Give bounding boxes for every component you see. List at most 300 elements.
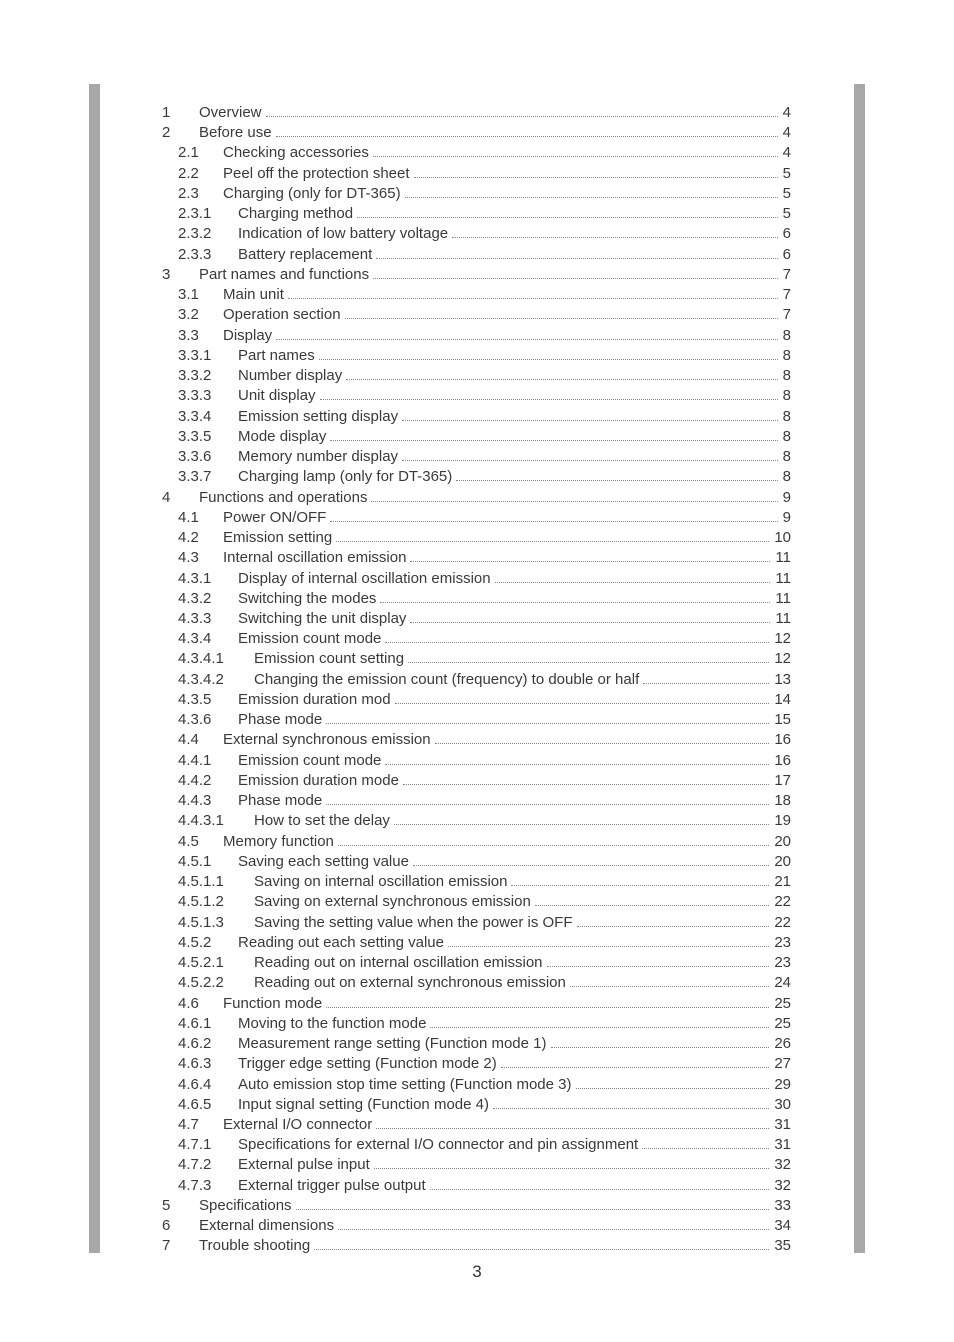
- toc-dot-leader: [456, 467, 777, 481]
- toc-title-leader: [238, 690, 772, 710]
- toc-entry: [0, 528, 954, 548]
- toc-section-number: 4.3.4: [178, 630, 212, 648]
- toc-entry: [0, 103, 954, 123]
- toc-page-number: 8: [782, 387, 791, 405]
- toc-page-number: 35: [774, 1237, 791, 1255]
- toc-page-number: 20: [774, 852, 791, 870]
- toc-section-number: 3.3.4: [178, 407, 212, 425]
- toc-page-number: 4: [782, 104, 791, 121]
- toc-dot-leader: [395, 690, 770, 704]
- toc-page-number: 13: [774, 670, 791, 688]
- toc-title-leader: [223, 730, 772, 750]
- toc-section-title: Peel off the protection sheet: [223, 164, 410, 182]
- toc-section-number: 4.5: [178, 832, 199, 850]
- toc-entry: [0, 224, 954, 244]
- toc-dot-leader: [402, 407, 778, 421]
- toc-section-number: 3.3.5: [178, 427, 212, 445]
- toc-section-number: 4.4: [178, 731, 199, 749]
- toc-dot-leader: [414, 164, 778, 178]
- toc-section-number: 4.4.1: [178, 751, 212, 769]
- toc-section-title: Main unit: [223, 286, 284, 304]
- toc-title-leader: [223, 305, 781, 325]
- toc-section-number: 4.3.3: [178, 610, 212, 627]
- toc-section-number: 4.4.3: [178, 792, 212, 810]
- toc-section-title: Checking accessories: [223, 144, 369, 162]
- toc-title-leader: [199, 1236, 772, 1256]
- toc-section-number: 4.6.4: [178, 1075, 212, 1093]
- toc-section-title: Number display: [238, 367, 343, 385]
- toc-section-number: 4.5.1.2: [178, 893, 224, 911]
- toc-title-leader: [238, 1054, 772, 1074]
- toc-title-leader: [238, 1095, 772, 1115]
- toc-section-title: Specifications for external I/O connector and pin assignment: [238, 1136, 639, 1154]
- toc-entry: [0, 1095, 954, 1115]
- toc-title-leader: [238, 1075, 772, 1095]
- toc-entry: [0, 1135, 954, 1155]
- toc-section-title: Function mode: [223, 994, 323, 1012]
- toc-entry: [0, 933, 954, 953]
- toc-section-title: External synchronous emission: [223, 731, 431, 749]
- toc-section-number: 4.3.6: [178, 711, 212, 729]
- toc-entry: [0, 690, 954, 710]
- toc-section-title: Emission count setting: [254, 650, 405, 668]
- toc-dot-leader: [402, 447, 778, 461]
- toc-section-title: Input signal setting (Function mode 4): [238, 1095, 489, 1113]
- toc-section-title: Phase mode: [238, 792, 323, 810]
- toc-entry: [0, 589, 954, 609]
- toc-entry: [0, 852, 954, 872]
- toc-dot-leader: [288, 285, 778, 299]
- toc-section-number: 4.6.5: [178, 1095, 212, 1113]
- toc-dot-leader: [403, 771, 769, 785]
- toc-section-title: Auto emission stop time setting (Function mode 3): [238, 1075, 572, 1093]
- toc-title-leader: [238, 204, 781, 224]
- toc-dot-leader: [493, 1095, 769, 1109]
- toc-title-leader: [238, 407, 781, 427]
- toc-section-title: Indication of low battery voltage: [238, 225, 449, 243]
- toc-dot-leader: [385, 751, 769, 765]
- toc-section-number: 4.3.2: [178, 589, 212, 607]
- toc-section-title: Emission count mode: [238, 751, 382, 769]
- toc-title-leader: [223, 508, 781, 528]
- toc-section-number: 4.6: [178, 994, 199, 1012]
- toc-section-title: External trigger pulse output: [238, 1176, 426, 1194]
- toc-title-leader: [254, 913, 772, 933]
- toc-page-number: 5: [782, 184, 791, 202]
- toc-entry: [0, 629, 954, 649]
- toc-dot-leader: [319, 346, 778, 360]
- toc-page-number: 8: [782, 427, 791, 445]
- toc-entry: [0, 346, 954, 366]
- toc-page-number: 7: [782, 306, 791, 324]
- toc-section-title: Changing the emission count (frequency) to double or half: [254, 670, 640, 688]
- toc-page-number: 8: [782, 448, 791, 466]
- toc-section-number: 2.3.2: [178, 225, 212, 243]
- toc-section-title: Part names: [238, 346, 315, 364]
- toc-page-number: 23: [774, 954, 791, 972]
- toc-page-number: 20: [774, 832, 791, 850]
- toc-entry: [0, 548, 954, 568]
- toc-page-number: 16: [774, 731, 791, 749]
- toc-title-leader: [199, 123, 781, 143]
- toc-dot-leader: [330, 508, 777, 522]
- toc-dot-leader: [320, 386, 778, 400]
- toc-dot-leader: [357, 204, 778, 218]
- toc-section-title: Charging method: [238, 205, 354, 223]
- toc-page-number: 22: [774, 893, 791, 911]
- toc-page-number: 11: [775, 589, 791, 607]
- toc-entry: [0, 953, 954, 973]
- toc-section-title: Moving to the function mode: [238, 1014, 427, 1032]
- toc-page-number: 32: [774, 1156, 791, 1174]
- toc-title-leader: [238, 751, 772, 771]
- toc-title-leader: [223, 528, 772, 548]
- toc-title-leader: [254, 811, 772, 831]
- toc-entry: [0, 1075, 954, 1095]
- toc-title-leader: [238, 245, 781, 265]
- toc-entry: [0, 427, 954, 447]
- toc-title-leader: [238, 569, 773, 589]
- toc-section-title: Reading out on internal oscillation emission: [254, 954, 543, 972]
- toc-entry: [0, 265, 954, 285]
- toc-section-title: Emission setting: [223, 529, 333, 547]
- toc-section-title: Battery replacement: [238, 245, 373, 263]
- toc-dot-leader: [385, 629, 769, 643]
- toc-entry: [0, 1034, 954, 1054]
- toc-section-number: 3.2: [178, 306, 199, 324]
- toc-entry: [0, 1115, 954, 1135]
- toc-title-leader: [238, 346, 781, 366]
- toc-page-number: 7: [782, 265, 791, 283]
- toc-section-number: 3.3: [178, 326, 199, 344]
- toc-dot-leader: [511, 872, 769, 886]
- toc-page-number: 11: [775, 549, 791, 567]
- toc-section-number: 3.3.7: [178, 468, 212, 486]
- toc-page-number: 6: [782, 245, 791, 263]
- toc-page-number: 33: [774, 1196, 791, 1214]
- toc-title-leader: [238, 467, 781, 487]
- toc-dot-leader: [345, 305, 778, 319]
- toc-title-leader: [223, 832, 772, 852]
- toc-entry: [0, 771, 954, 791]
- toc-page-number: 16: [774, 751, 791, 769]
- toc-title-leader: [238, 1155, 772, 1175]
- toc-entry: [0, 123, 954, 143]
- toc-page-number: 5: [782, 205, 791, 223]
- toc-title-leader: [238, 1135, 772, 1155]
- toc-page-number: 8: [782, 346, 791, 364]
- toc-page-number: 31: [774, 1136, 791, 1154]
- toc-entry: [0, 1216, 954, 1236]
- toc-title-leader: [238, 1034, 772, 1054]
- toc-section-number: 4.3: [178, 549, 199, 567]
- toc-entry: [0, 467, 954, 487]
- toc-section-number: 5: [162, 1196, 171, 1214]
- toc-entry: [0, 143, 954, 163]
- toc-page-number: 31: [774, 1116, 791, 1133]
- toc-section-title: Emission count mode: [238, 630, 382, 648]
- toc-page-number: 6: [782, 225, 791, 243]
- toc-page-number: 21: [774, 873, 791, 891]
- toc-page-number: 8: [782, 407, 791, 425]
- toc-section-number: 4.3.5: [178, 690, 212, 708]
- toc-page-number: 4: [782, 144, 791, 162]
- toc-entry: [0, 730, 954, 750]
- toc-title-leader: [199, 265, 781, 285]
- toc-page-number: 29: [774, 1075, 791, 1093]
- toc-title-leader: [238, 710, 772, 730]
- toc-section-title: Trouble shooting: [199, 1237, 311, 1255]
- toc-title-leader: [223, 143, 781, 163]
- toc-section-title: Display: [223, 326, 273, 344]
- toc-page-number: 19: [774, 812, 791, 830]
- toc-title-leader: [238, 386, 781, 406]
- toc-section-title: Trigger edge setting (Function mode 2): [238, 1055, 497, 1073]
- toc-dot-leader: [373, 143, 778, 157]
- toc-dot-leader: [448, 933, 769, 947]
- toc-dot-leader: [430, 1014, 769, 1028]
- toc-title-leader: [199, 1216, 772, 1236]
- toc-dot-leader: [551, 1034, 770, 1048]
- toc-section-title: How to set the delay: [254, 812, 390, 830]
- toc-section-number: 4.5.2: [178, 933, 212, 951]
- toc-section-number: 4.7: [178, 1116, 199, 1133]
- toc-title-leader: [238, 224, 781, 244]
- toc-section-number: 3.1: [178, 286, 199, 304]
- toc-page-number: 34: [774, 1217, 791, 1235]
- toc-page-number: 12: [774, 630, 791, 648]
- toc-entry: [0, 366, 954, 386]
- toc-entry: [0, 670, 954, 690]
- toc-section-number: 3: [162, 265, 171, 283]
- toc-section-number: 2.2: [178, 164, 199, 182]
- toc-section-number: 4.1: [178, 508, 199, 526]
- toc-page-number: 12: [774, 650, 791, 668]
- toc-dot-leader: [266, 103, 778, 117]
- toc-dot-leader: [410, 548, 770, 562]
- toc-entry: [0, 508, 954, 528]
- toc-section-title: Functions and operations: [199, 488, 368, 506]
- toc-dot-leader: [577, 913, 770, 927]
- toc-page-number: 22: [774, 913, 791, 931]
- toc-page-number: 24: [774, 974, 791, 992]
- toc-section-title: Display of internal oscillation emission: [238, 569, 491, 587]
- toc-dot-leader: [452, 224, 778, 238]
- toc-title-leader: [223, 285, 781, 305]
- toc-section-number: 4.6.2: [178, 1035, 212, 1053]
- toc-dot-leader: [326, 710, 769, 724]
- toc-section-number: 3.3.2: [178, 367, 212, 385]
- toc-section-title: Memory number display: [238, 448, 399, 466]
- toc-section-title: External dimensions: [199, 1217, 335, 1235]
- toc-section-title: Reading out each setting value: [238, 933, 444, 951]
- toc-section-number: 3.3.3: [178, 387, 212, 405]
- toc-entry: [0, 245, 954, 265]
- toc-dot-leader: [547, 953, 770, 967]
- toc-section-number: 4.4.3.1: [178, 812, 224, 830]
- toc-page-number: 17: [774, 771, 791, 789]
- toc-entry: [0, 1155, 954, 1175]
- toc-dot-leader: [276, 123, 778, 137]
- toc-dot-leader: [326, 994, 769, 1008]
- toc-title-leader: [238, 447, 781, 467]
- toc-section-title: Memory function: [223, 832, 334, 850]
- toc-section-title: External pulse input: [238, 1156, 370, 1174]
- toc-entry: [0, 1014, 954, 1034]
- toc-title-leader: [199, 103, 781, 123]
- toc-title-leader: [223, 1115, 772, 1135]
- toc-dot-leader: [535, 892, 769, 906]
- toc-section-title: Unit display: [238, 387, 316, 405]
- toc-section-number: 4.5.1: [178, 852, 212, 870]
- toc-page-number: 10: [774, 529, 791, 547]
- toc-section-title: Saving on internal oscillation emission: [254, 873, 508, 891]
- toc-page-number: 14: [774, 690, 791, 708]
- toc-entry: [0, 407, 954, 427]
- toc-section-title: Operation section: [223, 306, 341, 324]
- toc-section-number: 6: [162, 1217, 171, 1235]
- toc-section-title: Mode display: [238, 427, 327, 445]
- toc-title-leader: [223, 994, 772, 1014]
- toc-title-leader: [223, 184, 781, 204]
- toc-dot-leader: [326, 791, 769, 805]
- toc-dot-leader: [408, 649, 769, 663]
- toc-page-number: 7: [782, 286, 791, 304]
- toc-page-number: 26: [774, 1035, 791, 1053]
- toc-entry: [0, 447, 954, 467]
- toc-title-leader: [223, 326, 781, 346]
- toc-entry: [0, 872, 954, 892]
- toc-section-title: Switching the unit display: [238, 610, 407, 627]
- toc-entry: [0, 811, 954, 831]
- toc-section-title: Charging (only for DT-365): [223, 184, 401, 202]
- toc-page-number: 30: [774, 1095, 791, 1113]
- toc-title-leader: [254, 670, 772, 690]
- toc-page-number: 11: [775, 610, 791, 627]
- toc-section-title: Saving the setting value when the power is OFF: [254, 913, 573, 931]
- toc-entry: [0, 326, 954, 346]
- toc-page-number: 9: [782, 488, 791, 506]
- toc-entry: [0, 973, 954, 993]
- toc-page-number: 23: [774, 933, 791, 951]
- toc-section-number: 4.4.2: [178, 771, 212, 789]
- toc-section-number: 4.5.1.3: [178, 913, 224, 931]
- toc-section-title: Internal oscillation emission: [223, 549, 407, 567]
- toc-entry: [0, 913, 954, 933]
- toc-entry: [0, 1196, 954, 1216]
- toc-page-number: 11: [775, 569, 791, 587]
- toc-section-number: 1: [162, 104, 171, 121]
- toc-section-title: External I/O connector: [223, 1116, 373, 1133]
- toc-page-number: 18: [774, 792, 791, 810]
- toc-dot-leader: [338, 1216, 769, 1230]
- toc-section-title: Reading out on external synchronous emission: [254, 974, 566, 992]
- toc-title-leader: [238, 852, 772, 872]
- toc-dot-leader: [380, 589, 770, 603]
- toc-section-title: Measurement range setting (Function mode 1): [238, 1035, 547, 1053]
- toc-section-title: Before use: [199, 124, 272, 142]
- toc-section-title: Emission duration mod: [238, 690, 391, 708]
- toc-dot-leader: [435, 730, 770, 744]
- toc-section-number: 2.3.1: [178, 205, 212, 223]
- toc-title-leader: [254, 872, 772, 892]
- toc-dot-leader: [376, 1115, 769, 1129]
- toc-title-leader: [238, 629, 772, 649]
- toc-entry: [0, 791, 954, 811]
- toc-dot-leader: [643, 670, 769, 684]
- toc-section-number: 2.3.3: [178, 245, 212, 263]
- toc-section-number: 3.3.6: [178, 448, 212, 466]
- toc-entry: [0, 1236, 954, 1256]
- toc-page-number: 4: [782, 124, 791, 142]
- toc-section-title: Charging lamp (only for DT-365): [238, 468, 453, 486]
- toc-title-leader: [223, 164, 781, 184]
- toc-section-number: 4.7.1: [178, 1136, 212, 1154]
- toc-entry: [0, 1054, 954, 1074]
- toc-page-number: 27: [774, 1055, 791, 1073]
- toc-page-number: 9: [782, 508, 791, 526]
- toc-title-leader: [238, 1176, 772, 1196]
- toc-title-leader: [238, 1014, 772, 1034]
- toc-section-title: Overview: [199, 104, 262, 121]
- toc-page-number: 8: [782, 367, 791, 385]
- toc-entry: [0, 285, 954, 305]
- toc-title-leader: [238, 933, 772, 953]
- toc-entry: [0, 609, 954, 629]
- toc-title-leader: [254, 649, 772, 669]
- toc-section-title: Specifications: [199, 1196, 292, 1214]
- toc-dot-leader: [336, 528, 769, 542]
- toc-dot-leader: [413, 852, 769, 866]
- toc-dot-leader: [373, 265, 778, 279]
- toc-section-number: 4.3.4.2: [178, 670, 224, 688]
- toc-dot-leader: [410, 609, 770, 623]
- toc-dot-leader: [430, 1176, 770, 1190]
- toc-section-number: 4.3.4.1: [178, 650, 224, 668]
- toc-page-number: 25: [774, 994, 791, 1012]
- toc-entry: [0, 386, 954, 406]
- toc-section-number: 4.5.1.1: [178, 873, 224, 891]
- toc-section-number: 4.5.2.2: [178, 974, 224, 992]
- toc-title-leader: [238, 791, 772, 811]
- toc-dot-leader: [276, 326, 777, 340]
- toc-title-leader: [254, 953, 772, 973]
- toc-entry: [0, 710, 954, 730]
- toc-dot-leader: [346, 366, 777, 380]
- toc-section-number: 2.1: [178, 144, 199, 162]
- toc-section-number: 7: [162, 1237, 171, 1255]
- toc-section-number: 2.3: [178, 184, 199, 202]
- toc-title-leader: [254, 892, 772, 912]
- toc-dot-leader: [501, 1054, 770, 1068]
- toc-page-number: 32: [774, 1176, 791, 1194]
- toc-section-number: 4.5.2.1: [178, 954, 224, 972]
- toc-title-leader: [238, 589, 773, 609]
- toc-page-number: 8: [782, 326, 791, 344]
- toc-section-number: 4.3.1: [178, 569, 212, 587]
- toc-dot-leader: [495, 569, 771, 583]
- toc-entry: [0, 892, 954, 912]
- toc-page-number: 15: [774, 711, 791, 729]
- toc-entry: [0, 305, 954, 325]
- toc-page-number: 25: [774, 1014, 791, 1032]
- toc-dot-leader: [405, 184, 778, 198]
- toc-section-number: 4.6.3: [178, 1055, 212, 1073]
- toc-section-title: Saving each setting value: [238, 852, 409, 870]
- toc-title-leader: [199, 488, 781, 508]
- toc-section-number: 4: [162, 488, 171, 506]
- toc-entry: [0, 994, 954, 1014]
